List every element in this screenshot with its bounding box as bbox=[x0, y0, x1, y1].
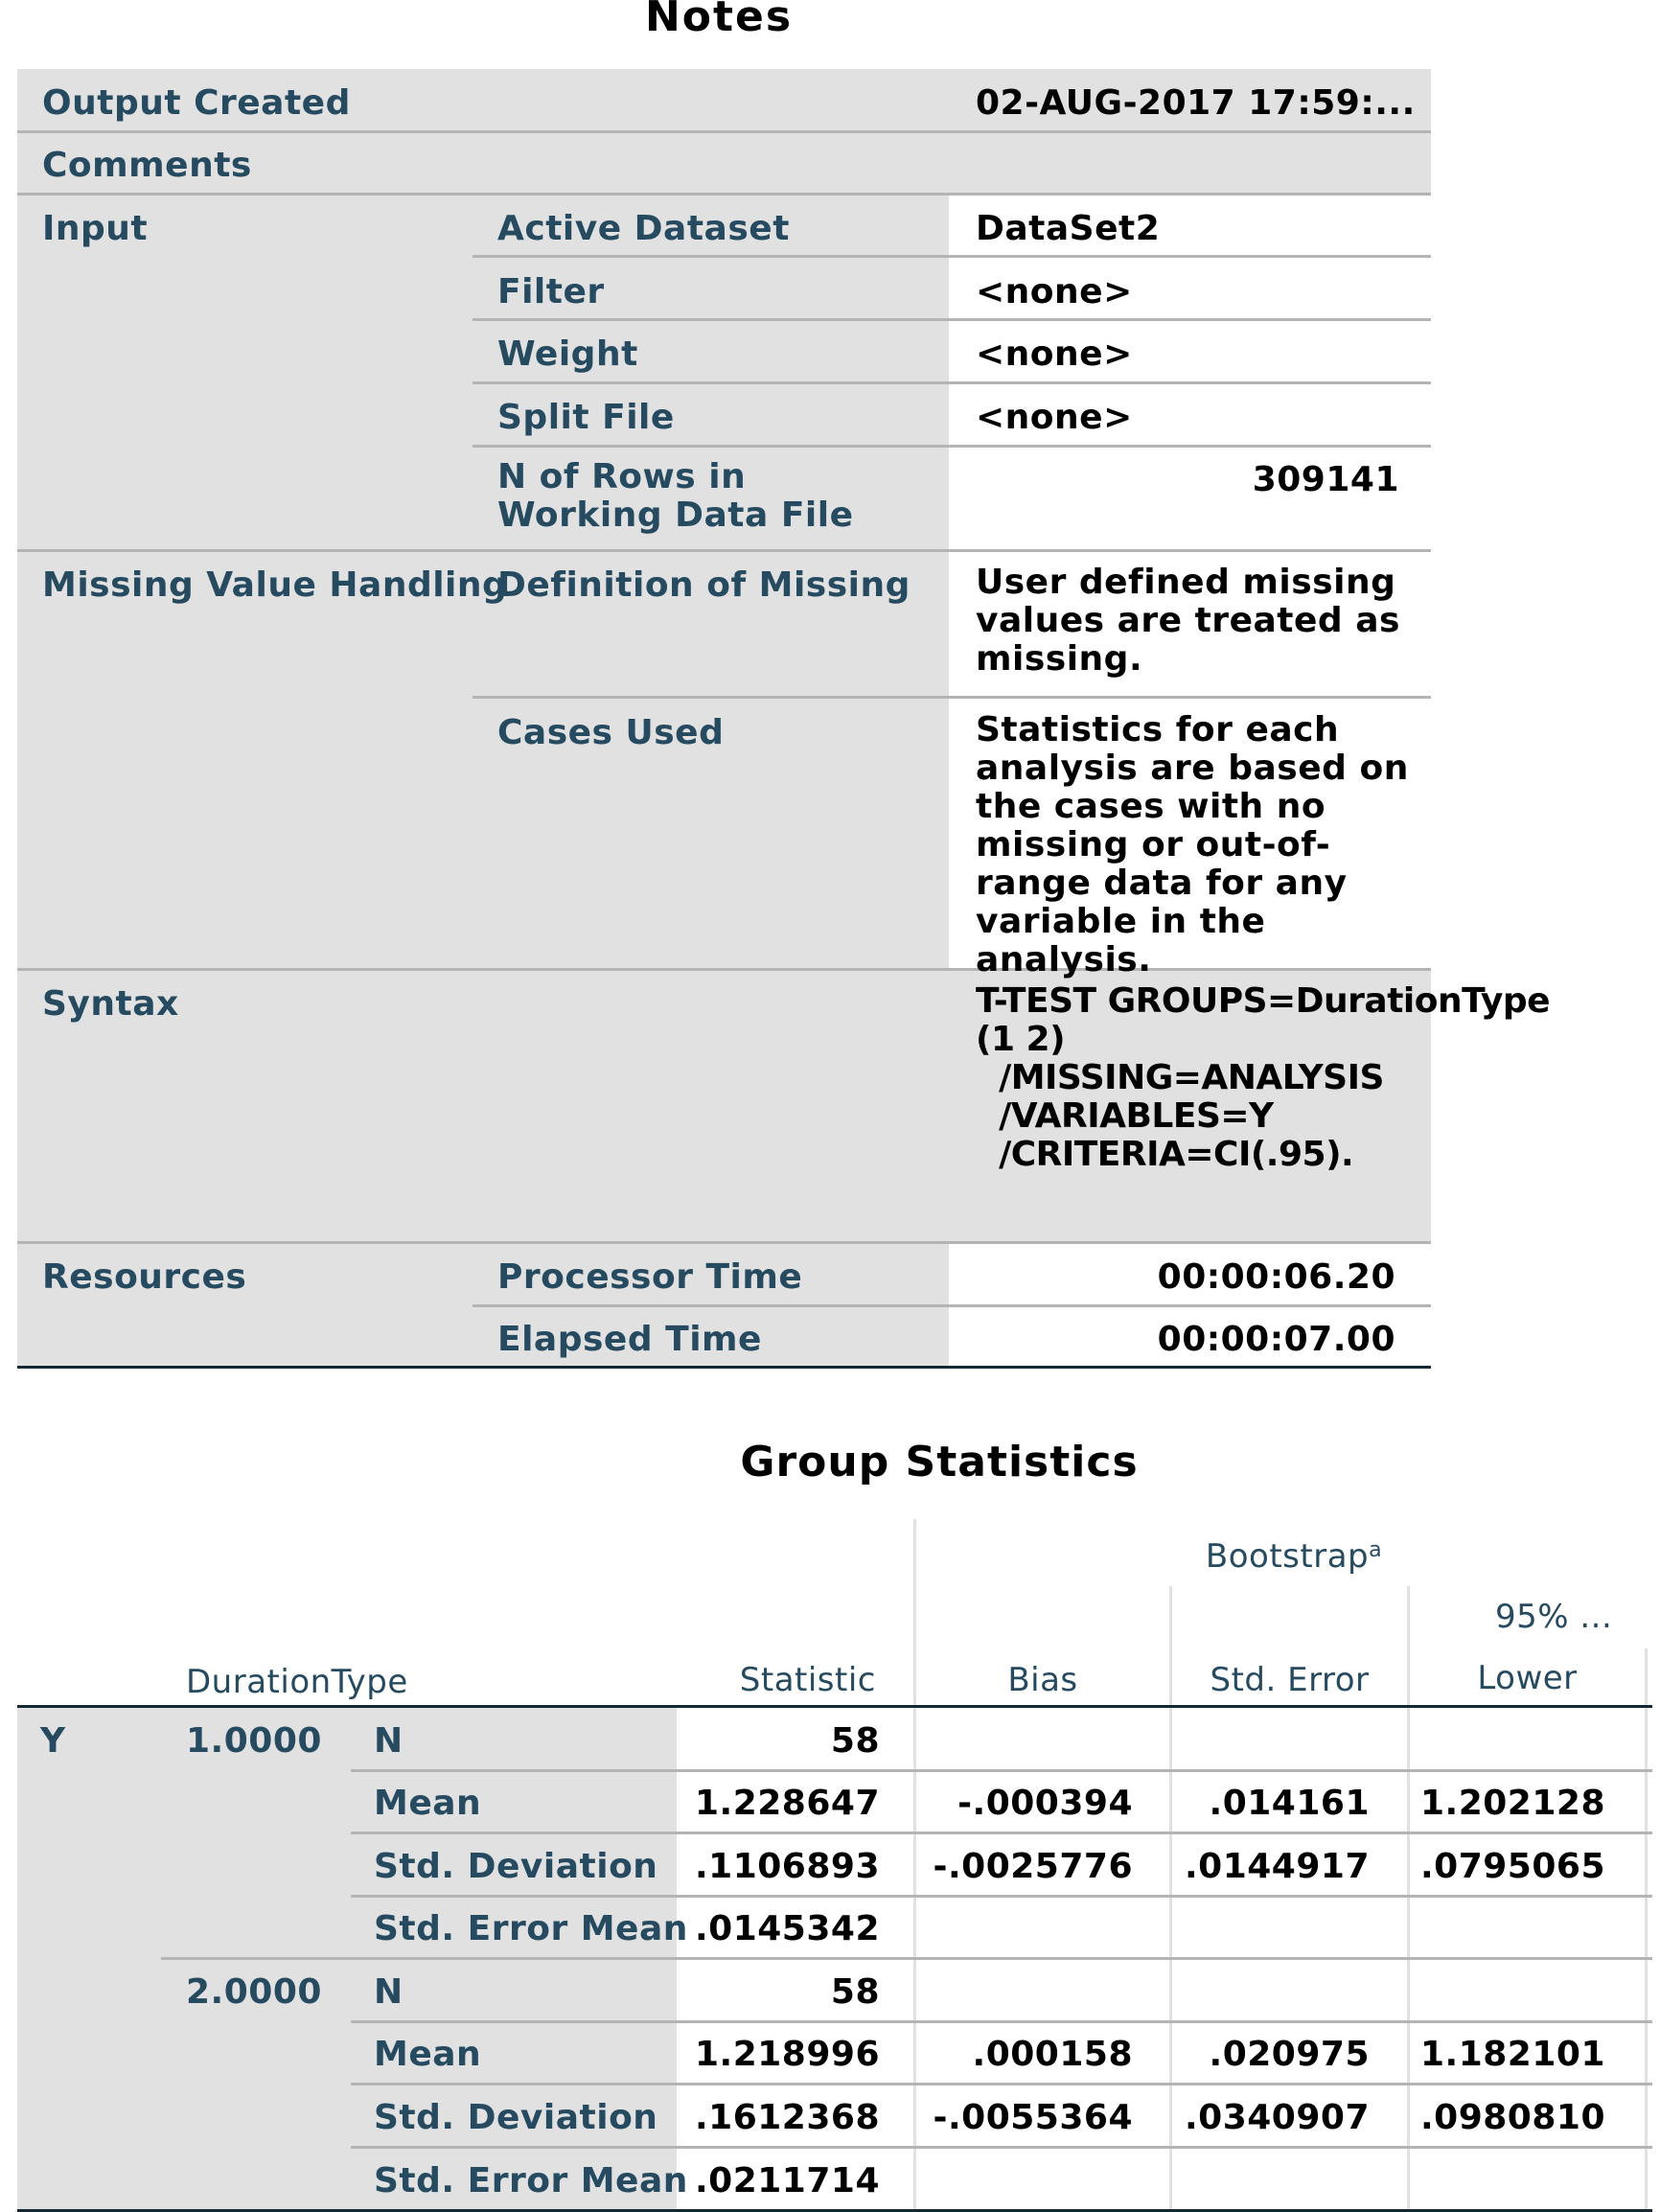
row-divider bbox=[473, 1304, 1431, 1307]
row-divider bbox=[351, 1895, 1652, 1898]
stat-name: Std. Error Mean bbox=[374, 2161, 688, 2200]
notes-label-area bbox=[17, 69, 949, 1368]
std-error-value: .0340907 bbox=[1184, 2098, 1370, 2137]
row-divider bbox=[17, 130, 1431, 133]
stat-name: Std. Deviation bbox=[374, 1847, 658, 1886]
definition-of-missing-value: User defined missing values are treated as missing. bbox=[976, 563, 1400, 679]
lower-value: 1.182101 bbox=[1419, 2035, 1605, 2074]
cases-used-value: Statistics for each analysis are based on the cases with no missing or out-of-range data for any variable in the analysis. bbox=[976, 710, 1409, 979]
bias-value: -.000394 bbox=[957, 1784, 1133, 1823]
filter-value: <none> bbox=[976, 272, 1133, 311]
group-divider bbox=[161, 1957, 1652, 1960]
row-divider bbox=[473, 696, 1431, 699]
row-divider bbox=[351, 1832, 1652, 1834]
stat-name: Std. Error Mean bbox=[374, 1909, 688, 1948]
ci-header: 95% ... bbox=[1495, 1598, 1613, 1636]
statistic-value: 58 bbox=[830, 1972, 880, 2012]
bias-value: -.0025776 bbox=[933, 1847, 1133, 1886]
filter-label: Filter bbox=[497, 272, 605, 311]
stat-name: Std. Deviation bbox=[374, 2098, 658, 2137]
weight-label: Weight bbox=[497, 334, 638, 374]
statistic-value: .0211714 bbox=[694, 2161, 880, 2200]
header-divider bbox=[1645, 1648, 1648, 1707]
comments-value-bg bbox=[949, 132, 1431, 195]
output-created-value: 02-AUG-2017 17:59:... bbox=[976, 83, 1416, 123]
statistic-value: .0145342 bbox=[694, 1909, 880, 1948]
header-bottom-border bbox=[17, 1705, 1652, 1708]
row-divider bbox=[351, 1769, 1652, 1772]
statistic-value: .1106893 bbox=[694, 1847, 880, 1886]
lower-value: .0980810 bbox=[1419, 2098, 1605, 2137]
output-created-label: Output Created bbox=[42, 83, 351, 123]
duration-type-header: DurationType bbox=[186, 1663, 408, 1701]
lower-header: Lower bbox=[1477, 1659, 1578, 1697]
row-divider bbox=[473, 381, 1431, 384]
row-divider bbox=[17, 1241, 1431, 1244]
row-divider bbox=[473, 255, 1431, 258]
missing-value-handling-label: Missing Value Handling bbox=[42, 565, 508, 605]
variable-label: Y bbox=[40, 1721, 66, 1761]
std-error-value: .020975 bbox=[1209, 2035, 1370, 2074]
bootstrap-footnote-marker: a bbox=[1369, 1538, 1383, 1562]
bias-value: .000158 bbox=[972, 2035, 1133, 2074]
comments-label: Comments bbox=[42, 146, 252, 185]
table-bottom-border bbox=[17, 1366, 1431, 1369]
active-dataset-label: Active Dataset bbox=[497, 209, 790, 248]
input-label: Input bbox=[42, 209, 149, 248]
row-divider bbox=[473, 318, 1431, 321]
bias-header: Bias bbox=[1007, 1661, 1078, 1699]
elapsed-time-value: 00:00:07.00 bbox=[1157, 1320, 1395, 1359]
row-divider bbox=[17, 549, 1431, 552]
std-error-header: Std. Error bbox=[1210, 1661, 1370, 1699]
stat-name: N bbox=[374, 1721, 403, 1761]
stat-name: Mean bbox=[374, 1784, 482, 1823]
notes-title: Notes bbox=[644, 0, 794, 41]
weight-value: <none> bbox=[976, 334, 1133, 374]
stat-name: N bbox=[374, 1972, 403, 2012]
bias-value: -.0055364 bbox=[933, 2098, 1133, 2137]
lower-value: 1.202128 bbox=[1419, 1784, 1605, 1823]
cases-used-label: Cases Used bbox=[497, 713, 725, 752]
row-divider bbox=[473, 445, 1431, 448]
stat-name: Mean bbox=[374, 2035, 482, 2074]
statistic-value: 58 bbox=[830, 1721, 880, 1761]
row-divider bbox=[351, 2146, 1652, 2149]
resources-label: Resources bbox=[42, 1257, 247, 1297]
std-error-value: .0144917 bbox=[1184, 1847, 1370, 1886]
row-divider bbox=[17, 193, 1431, 196]
statistic-value: 1.228647 bbox=[694, 1784, 880, 1823]
syntax-value: T-TEST GROUPS=DurationType (1 2) /MISSING=ANALYSIS /VARIABLES=Y /CRITERIA=CI(.95). bbox=[976, 981, 1551, 1174]
definition-of-missing-label: Definition of Missing bbox=[497, 565, 911, 605]
std-error-value: .014161 bbox=[1209, 1784, 1370, 1823]
n-rows-value: 309141 bbox=[1252, 460, 1399, 499]
split-file-label: Split File bbox=[497, 398, 675, 437]
statistic-header: Statistic bbox=[739, 1661, 876, 1699]
group-label: 2.0000 bbox=[186, 1972, 322, 2012]
statistic-value: 1.218996 bbox=[694, 2035, 880, 2074]
group-label: 1.0000 bbox=[186, 1721, 322, 1761]
processor-time-label: Processor Time bbox=[497, 1257, 803, 1297]
group-statistics-title: Group Statistics bbox=[740, 1438, 1139, 1486]
elapsed-time-label: Elapsed Time bbox=[497, 1320, 762, 1359]
statistic-value: .1612368 bbox=[694, 2098, 880, 2137]
active-dataset-value: DataSet2 bbox=[976, 209, 1161, 248]
syntax-label: Syntax bbox=[42, 984, 179, 1024]
bootstrap-header: Bootstrap$^a$ bbox=[1205, 1537, 1383, 1576]
row-divider bbox=[351, 2020, 1652, 2023]
split-file-value: <none> bbox=[976, 398, 1133, 437]
n-rows-label: N of Rows in Working Data File bbox=[497, 457, 854, 535]
row-divider bbox=[351, 2083, 1652, 2085]
processor-time-value: 00:00:06.20 bbox=[1157, 1257, 1395, 1297]
lower-value: .0795065 bbox=[1419, 1847, 1605, 1886]
